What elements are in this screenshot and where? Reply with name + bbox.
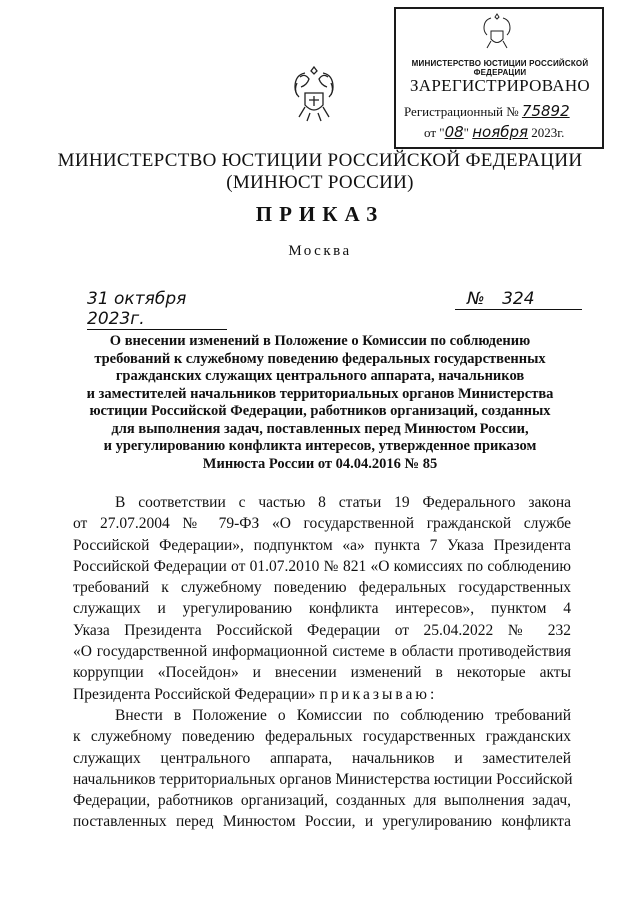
stamp-ministry-text: МИНИСТЕРСТВО ЮСТИЦИИ РОССИЙСКОЙ ФЕДЕРАЦИИ — [411, 59, 589, 77]
ministry-heading — [0, 150, 640, 194]
stamp-reg-number: 75892 — [521, 102, 570, 120]
body-line: коррупции «Посейдон» и внесении изменений в некоторые акты — [73, 664, 571, 682]
body-line: Федерации, работников организаций, созданных для выполнения задач, — [73, 792, 571, 810]
registration-stamp — [394, 7, 604, 149]
body-line: служащих и урегулированию конфликта интересов», пунктом 4 — [73, 600, 571, 618]
body-line: требований к служебному поведению федеральных государственных — [73, 579, 571, 597]
body-line — [73, 684, 571, 705]
subject-line: и заместителей начальников территориальных органов Министерства — [86, 385, 554, 402]
body-line: Российской Федерации», подпунктом «а» пункта 7 Указа Президента — [73, 536, 571, 554]
body-line: служащих центрального аппарата, начальников и заместителей — [73, 749, 571, 767]
body-line: Внести в Положение о Комиссии по соблюдению требований — [115, 706, 571, 724]
stamp-emblem-icon — [482, 11, 512, 51]
body-line: Указа Президента Российской Федерации от 25.04.2022 № 232 — [73, 621, 571, 639]
body-line: В соответствии с частью 8 статьи 19 Федерального закона — [115, 494, 571, 511]
stamp-date-prefix: от " — [424, 125, 445, 140]
subject-line: гражданских служащих центрального аппарата, начальников — [115, 368, 525, 384]
body-line: к служебному поведению федеральных государственных гражданских — [73, 728, 571, 746]
order-number: 324 — [502, 289, 535, 309]
subject-line: О внесении изменений в Положение о Комиссии по соблюдению — [109, 333, 531, 349]
order-number-line — [455, 289, 582, 310]
body-line: «О государственной информационной системе в области противодействия — [73, 643, 571, 661]
stamp-date-year: 2023г. — [531, 125, 565, 140]
subject-line: для выполнения задач, поставленных перед Минюстом России, — [111, 420, 529, 437]
stamp-registered-text: ЗАРЕГИСТРИРОВАНО — [409, 76, 591, 95]
subject-line: юстиции Российской Федерации, работников организаций, созданных — [89, 403, 551, 419]
stamp-reg-number-row — [404, 102, 570, 120]
order-number-prefix: № — [467, 289, 485, 309]
stamp-date-row — [424, 123, 564, 141]
stamp-date-month: ноября — [472, 123, 529, 141]
order-body — [73, 492, 571, 833]
stamp-date-mid: " — [463, 125, 469, 140]
body-line: начальников территориальных органов Министерства юстиции Российской — [73, 770, 573, 788]
stamp-reg-label: Регистрационный № — [404, 104, 519, 119]
order-directive: приказываю: — [319, 685, 438, 703]
subject-line: и урегулированию конфликта интересов, утвержденное приказом — [103, 438, 537, 454]
body-line: Российской Федерации от 01.07.2010 № 821 «О комиссиях по соблюдению — [73, 557, 571, 575]
stamp-date-day: 08 — [444, 123, 464, 141]
ministry-short-name: (МИНЮСТ РОССИИ) — [226, 172, 414, 193]
document-type-title: ПРИКАЗ — [255, 202, 385, 226]
body-line: от 27.07.2004 № 79-ФЗ «О государственной гражданской службе — [73, 515, 571, 533]
coat-of-arms-icon — [291, 63, 337, 123]
body-line-text: Президента Российской Федерации» — [73, 685, 316, 703]
ministry-name: МИНИСТЕРСТВО ЮСТИЦИИ РОССИЙСКОЙ ФЕДЕРАЦИИ — [57, 150, 583, 171]
order-subject — [60, 333, 580, 473]
subject-line: Минюста России от 04.04.2016 № 85 — [202, 455, 438, 472]
subject-line: требований к служебному поведению федеральных государственных — [94, 350, 546, 367]
document-city: Москва — [288, 243, 352, 259]
order-date: 31 октября 2023г. — [87, 289, 227, 330]
body-line: поставленных перед Минюстом России, и урегулированию конфликта — [73, 813, 571, 831]
